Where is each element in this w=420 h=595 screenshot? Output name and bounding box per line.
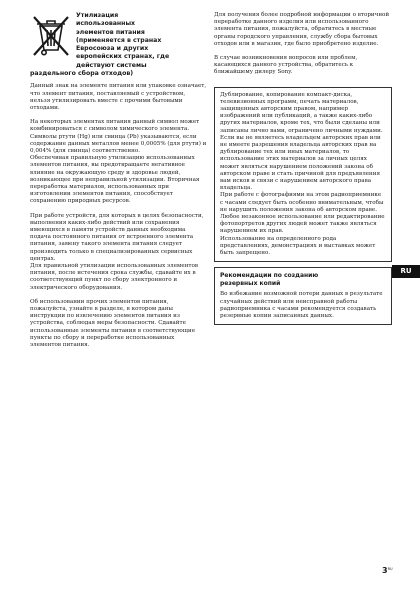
- heading-line: Утилизация: [76, 12, 119, 19]
- paragraph: Дублирование, копирование компакт-диска, телевизионных программ, печать материалов, защищенных авторским правом, например изображений или публикаций, а также каких-либо других материалов, кроме тех, что были сделаны или записаны лично вами, ограничено личными нуждами. Если вы не являетесь владельцем авторских прав или не имеете разрешения владельца авторских прав на дублирование тех или иных материалов, то использование этих материалов за личных целях может являться нарушением положений закона об авторском праве и стать причиной для предъявления вам исков и связи с нарушением авторского права владельца.: [220, 91, 383, 192]
- paragraph: При работе с фотографиями на этом радиоприемнике с часами следует быть особенно внимательным, чтобы не нарушить положения закона об авторском праве. Любое незаконное использование или редактирование фотопортретов других людей может также являться нарушением их прав.: [220, 192, 385, 235]
- left-body: [30, 83, 207, 349]
- paragraph: На некоторых элементах питания данный символ может комбинироваться с символом химического элемента. Символы ртути (Hg) или свинца (Pb) указываются, если содержание данных металлов менее 0,0005% (для ртути) и 0,004% (для свинца) соответственно.: [30, 119, 207, 154]
- paragraph: Для правильной утилизации использованных элементов питания, после истечения срока службы, сдавайте их в соответствующий пункт по сбору электронного и электрического оборудования.: [30, 263, 199, 291]
- battery-disposal-header: [30, 12, 207, 70]
- paragraph: В случае возникновения вопросов или проблем, касающихся данного устройства, обратитесь к ближайшему дилеру Sony.: [214, 55, 358, 76]
- box-title: [220, 272, 386, 288]
- box-title-line: Рекомендации по созданию: [220, 272, 319, 280]
- heading-line: элементов питания: [76, 28, 145, 36]
- heading-line: использованных: [76, 20, 136, 28]
- paragraph: При работе устройств, для которых в целях безопасности, выполнения каких-либо действий или сохранения имеющихся в памяти устройств данных необходима подача постоянного питания от встроенного элемента питания, замену такого элемента питания следует производить только в специализированных сервисных центрах.: [30, 212, 204, 262]
- heading-tail: раздельного сбора отходов): [30, 70, 134, 78]
- heading-line: действуют системы: [76, 61, 147, 69]
- paragraph: Использование на определенного рода представлениях, демонстрациях и выставках может быть запрещено.: [220, 235, 376, 257]
- paragraph: Обеспечивая правильную утилизацию использованных элементов питания, вы предотвращаете негативное влияние на окружающую среду и здоровье людей, возникающее при неправильной утилизации. Вторичная переработка материалов, использованных при изготовлении элементов питания, способствует сохранению природных ресурсов.: [30, 155, 200, 205]
- heading-line: европейских странах, где: [76, 53, 170, 61]
- page-number-lang: RU: [387, 567, 393, 571]
- paragraph: Об использовании прочих элементов питания, пожалуйста, узнайте в разделе, в котором даны инструкции по извлечению элементов питания из устройства, соблюдая меры безопасности. Сдавайте использованные элементы питания в соответствующие пункты по сбору и переработке использованных элементов питания.: [30, 298, 196, 349]
- right-column: [214, 12, 392, 325]
- box-title-line: резервных копий: [220, 280, 281, 288]
- language-tab: RU: [392, 265, 420, 278]
- page-number: [382, 566, 393, 575]
- copyright-notice-box: [214, 87, 392, 263]
- heading-line: Евросоюза и других: [76, 45, 149, 53]
- paragraph: Во избежание возможной потери данных в результате случайных действий или неисправной работы радиоприемника с часами рекомендуется создавать резервные копии записанных данных.: [220, 291, 383, 319]
- left-column: [30, 12, 207, 356]
- paragraph: Данный знак на элементе питания или упаковке означает, что элемент питания, поставляемый с устройством, нельзя утилизировать вместе с прочими бытовыми отходами.: [30, 83, 207, 111]
- heading-line: (применяется в странах: [76, 36, 162, 44]
- paragraph: Для получения более подробной информации о вторичной переработке данного изделия или использованного элемента питания, пожалуйста, обратитесь в местные органы городского управления, службу сбора бытовых отходов или в магазин, где было приобретено изделие.: [214, 12, 390, 47]
- backup-recommendation-box: [214, 267, 392, 325]
- heading-lines: [76, 12, 207, 70]
- crossed-out-wheelie-bin-icon: [30, 14, 72, 58]
- page-number-value: 3: [382, 566, 388, 575]
